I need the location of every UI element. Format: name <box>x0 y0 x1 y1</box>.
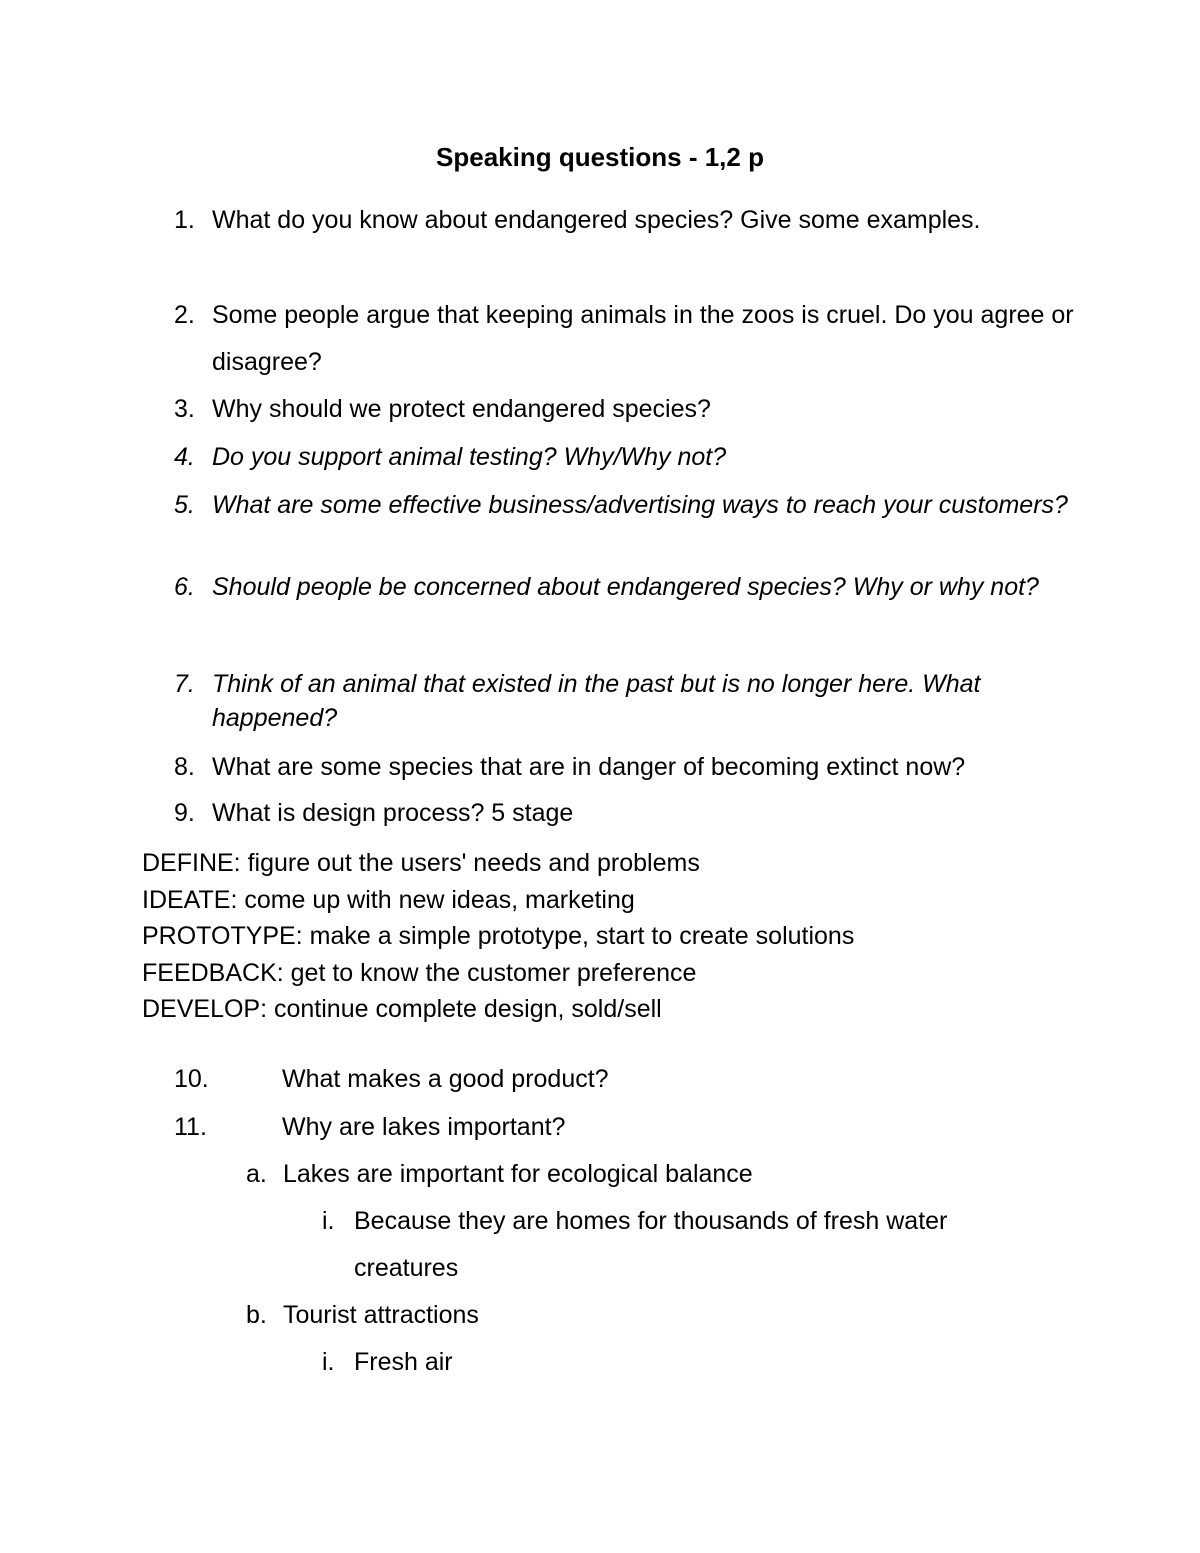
answer-text: Tourist attractions <box>283 1301 479 1329</box>
stage-define: DEFINE: figure out the users' needs and problems <box>142 849 700 877</box>
question-number: 5. <box>174 491 195 519</box>
question-4 <box>174 434 1074 481</box>
question-text: What are some species that are in danger of becoming extinct now? <box>212 753 966 781</box>
question-number: 1. <box>174 206 195 234</box>
question-7 <box>174 667 1074 735</box>
answer-b-i <box>322 1339 1022 1386</box>
question-6 <box>174 564 1074 611</box>
answer-numeral: i. <box>322 1348 335 1376</box>
question-number: 3. <box>174 395 195 423</box>
question-11 <box>174 1104 1074 1151</box>
question-number: 8. <box>174 753 195 781</box>
question-number: 9. <box>174 799 195 827</box>
question-text: What is design process? 5 stage <box>212 799 574 827</box>
question-number: 6. <box>174 573 195 601</box>
question-text: What makes a good product? <box>282 1065 609 1093</box>
question-text: Why should we protect endangered species? <box>212 395 711 423</box>
question-text: What are some effective business/advertising ways to reach your customers? <box>212 491 1068 519</box>
question-5 <box>174 488 1074 522</box>
question-text: What do you know about endangered species? Give some examples. <box>212 206 981 234</box>
question-2 <box>174 292 1074 386</box>
answer-text: Because they are homes for thousands of fresh water creatures <box>354 1207 948 1282</box>
answer-letter: a. <box>246 1160 267 1188</box>
stage-feedback: FEEDBACK: get to know the customer preference <box>142 958 697 987</box>
page-title: Speaking questions - 1,2 p <box>436 142 764 172</box>
question-number: 10. <box>174 1065 209 1093</box>
answer-b <box>246 1292 1046 1339</box>
stage-develop: DEVELOP: continue complete design, sold/sell <box>142 995 662 1024</box>
question-text: Why are lakes important? <box>282 1113 566 1141</box>
answer-a <box>246 1151 1046 1198</box>
question-text: Think of an animal that existed in the past but is no longer here. What happened? <box>212 670 981 732</box>
question-3 <box>174 386 1074 433</box>
question-1 <box>174 197 1074 244</box>
question-number: 11. <box>174 1113 207 1141</box>
design-stages <box>142 845 1102 1028</box>
answer-text: Lakes are important for ecological balance <box>283 1160 753 1188</box>
question-9 <box>174 790 1074 837</box>
question-number: 2. <box>174 301 195 329</box>
answer-a-i <box>322 1198 1022 1292</box>
answer-numeral: i. <box>322 1207 335 1235</box>
question-text: Some people argue that keeping animals in the zoos is cruel. Do you agree or disagree? <box>212 301 1074 376</box>
question-10 <box>174 1056 1074 1103</box>
question-8 <box>174 744 1074 791</box>
question-text: Do you support animal testing? Why/Why not? <box>212 443 727 471</box>
answer-letter: b. <box>246 1301 267 1329</box>
stage-prototype: PROTOTYPE: make a simple prototype, start to create solutions <box>142 922 855 951</box>
answer-text: Fresh air <box>354 1348 453 1376</box>
question-number: 7. <box>174 670 195 698</box>
stage-ideate: IDEATE: come up with new ideas, marketing <box>142 885 635 914</box>
question-number: 4. <box>174 443 195 471</box>
question-text: Should people be concerned about endangered species? Why or why not? <box>212 573 1039 601</box>
